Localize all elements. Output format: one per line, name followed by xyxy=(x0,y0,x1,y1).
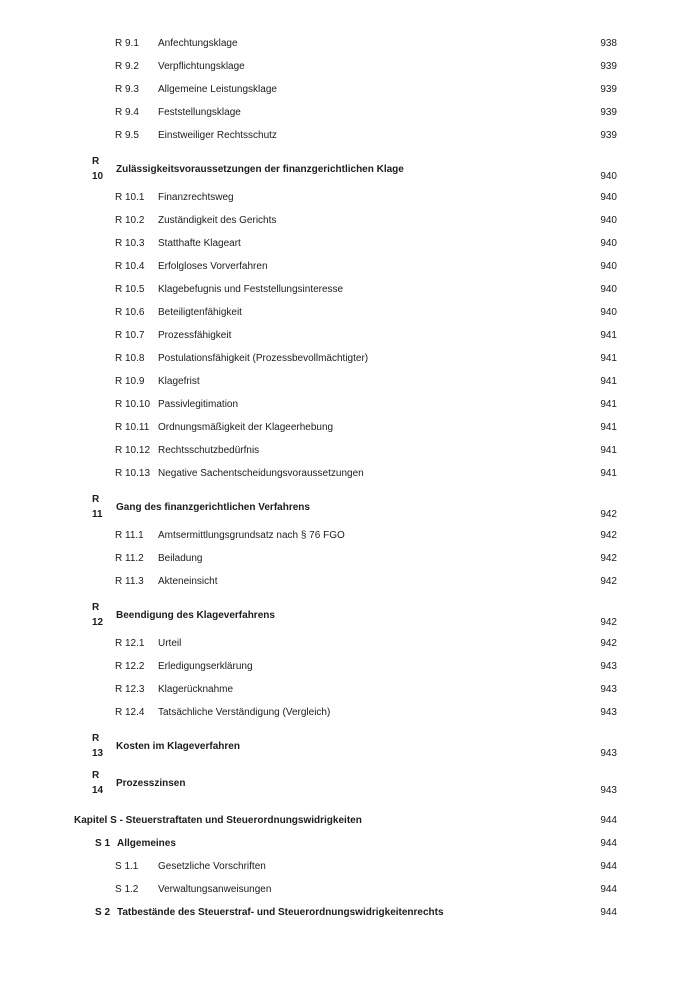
toc-entry-title: Rechtsschutzbedürfnis xyxy=(158,445,260,456)
toc-entry-number: R 10.12 xyxy=(115,445,151,456)
toc-entry-number: R 10.3 xyxy=(115,238,145,249)
toc-entry-title: Erfolgloses Vorverfahren xyxy=(158,261,268,272)
toc-row xyxy=(0,306,700,329)
toc-entry-page: 940 xyxy=(600,261,617,272)
toc-entry-number: S 1.2 xyxy=(115,884,139,895)
toc-entry-number-line2: 11 xyxy=(92,509,103,520)
toc-row xyxy=(0,329,700,352)
toc-row xyxy=(0,552,700,575)
toc-entry-title: Gang des finanzgerichtlichen Verfahrens xyxy=(116,501,310,513)
toc-entry-number: R 12.4 xyxy=(115,707,145,718)
toc-row xyxy=(0,260,700,283)
toc-entry-number: R 9.5 xyxy=(115,130,139,141)
toc-entry-title: Gesetzliche Vorschriften xyxy=(158,861,266,872)
toc-entry-number-line1: R xyxy=(92,602,100,613)
toc-entry-number-line1: R xyxy=(92,494,100,505)
toc-chapter-row xyxy=(0,814,700,837)
toc-entry-title: Prozesszinsen xyxy=(116,777,186,789)
toc-entry-number-line1: R xyxy=(92,770,100,781)
toc-entry-page: 941 xyxy=(600,422,617,433)
toc-entry-title: Finanzrechtsweg xyxy=(158,192,234,203)
toc-row xyxy=(0,706,700,729)
toc-entry-page: 941 xyxy=(600,376,617,387)
toc-entry-page: 944 xyxy=(600,838,617,849)
toc-entry-number: S 1.1 xyxy=(115,861,139,872)
toc-heading-row xyxy=(0,768,700,798)
toc-entry-number: R 11.1 xyxy=(115,530,144,541)
toc-entry-title: Erledigungserklärung xyxy=(158,661,253,672)
toc-entry-page: 941 xyxy=(600,353,617,364)
toc-entry-title: Zulässigkeitsvoraussetzungen der finanzgerichtlichen Klage xyxy=(116,163,404,175)
toc-entry-number-line2: 13 xyxy=(92,748,104,759)
toc-section-row xyxy=(0,906,700,929)
toc-entry-page: 944 xyxy=(600,861,617,872)
toc-heading-row xyxy=(0,154,700,184)
toc-entry-title: Kapitel S - Steuerstraftaten und Steuerordnungswidrigkeiten xyxy=(74,815,362,826)
toc-section-row xyxy=(0,837,700,860)
toc-entry-number: R 10.13 xyxy=(115,468,151,479)
toc-entry-number: R 9.1 xyxy=(115,38,139,49)
toc-row xyxy=(0,398,700,421)
toc-row xyxy=(0,375,700,398)
toc-entry-number xyxy=(92,768,116,798)
leader-space xyxy=(404,154,600,184)
toc-entry-page: 942 xyxy=(600,553,617,564)
leader-space xyxy=(275,600,600,630)
toc-entry-page: 938 xyxy=(600,38,617,49)
toc-entry-page: 942 xyxy=(600,576,617,587)
toc-entry-title: Beendigung des Klageverfahrens xyxy=(116,609,275,621)
toc-row xyxy=(0,883,700,906)
toc-row xyxy=(0,660,700,683)
toc-entry-number: R 10.9 xyxy=(115,376,145,387)
toc-row xyxy=(0,129,700,152)
toc-entry-page: 942 xyxy=(600,530,617,541)
toc-entry-number: R 10.8 xyxy=(115,353,145,364)
toc-entry-title: Passivlegitimation xyxy=(158,399,239,410)
toc-heading-row xyxy=(0,600,700,630)
toc-entry-title: Postulationsfähigkeit (Prozessbevollmächtigter) xyxy=(158,353,369,364)
toc-entry-number: R 12.1 xyxy=(115,638,145,649)
toc-entry-title: Urteil xyxy=(158,638,182,649)
toc-entry-page: 941 xyxy=(600,330,617,341)
toc-entry-title: Negative Sachentscheidungsvoraussetzungen xyxy=(158,468,364,479)
toc-entry-number: R 11.3 xyxy=(115,576,144,587)
toc-row xyxy=(0,214,700,237)
toc-entry-number xyxy=(92,154,116,184)
toc-entry-number-line1: R xyxy=(92,156,100,167)
toc-entry-title: Akteneinsicht xyxy=(158,576,218,587)
leader-space xyxy=(185,768,600,798)
toc-entry-page: 939 xyxy=(600,61,617,72)
toc-entry-page: 940 xyxy=(600,171,617,182)
toc-entry-title: Tatbestände des Steuerstraf- und Steuerordnungswidrigkeitenrechts xyxy=(117,907,444,918)
toc-row xyxy=(0,37,700,60)
toc-entry-number: R 11.2 xyxy=(115,553,144,564)
toc-entry-page: 939 xyxy=(600,107,617,118)
toc-entry-title: Verpflichtungsklage xyxy=(158,61,245,72)
toc-row xyxy=(0,60,700,83)
toc-row xyxy=(0,444,700,467)
toc-entry-page: 941 xyxy=(600,399,617,410)
toc-heading-row xyxy=(0,731,700,761)
toc-row xyxy=(0,283,700,306)
toc-entry-page: 939 xyxy=(600,84,617,95)
toc-entry-number: R 10.5 xyxy=(115,284,145,295)
toc-entry-page: 941 xyxy=(600,468,617,479)
toc-entry-title: Klagebefugnis und Feststellungsinteresse xyxy=(158,284,344,295)
toc-entry-number: R 10.2 xyxy=(115,215,145,226)
toc-row xyxy=(0,529,700,552)
toc-row xyxy=(0,106,700,129)
toc-row xyxy=(0,575,700,598)
toc-entry-title: Allgemeine Leistungsklage xyxy=(158,84,277,95)
toc-entry-number: S 2 xyxy=(95,907,111,918)
toc-entry-page: 943 xyxy=(600,748,617,759)
toc-row xyxy=(0,637,700,660)
toc-row xyxy=(0,83,700,106)
toc-entry-number: R 10.1 xyxy=(115,192,145,203)
toc-entry-title: Ordnungsmäßigkeit der Klageerhebung xyxy=(158,422,334,433)
toc-row xyxy=(0,352,700,375)
toc-entry-number: R 10.6 xyxy=(115,307,145,318)
toc-entry-page: 943 xyxy=(600,707,617,718)
toc-entry-title: Klagerücknahme xyxy=(158,684,234,695)
toc-entry-title: Feststellungsklage xyxy=(158,107,241,118)
toc-entry-number-line1: R xyxy=(92,733,100,744)
toc-entry-page: 944 xyxy=(600,884,617,895)
toc-entry-title: Statthafte Klageart xyxy=(158,238,241,249)
toc-entry-title: Beteiligtenfähigkeit xyxy=(158,307,242,318)
toc-entry-number-line2: 10 xyxy=(92,171,104,182)
toc-entry-title: Zuständigkeit des Gerichts xyxy=(158,215,277,226)
toc-entry-number: R 10.4 xyxy=(115,261,145,272)
toc-row xyxy=(0,421,700,444)
toc-entry-page: 944 xyxy=(600,907,617,918)
toc-entry-title: Tatsächliche Verständigung (Vergleich) xyxy=(158,707,331,718)
toc-row xyxy=(0,237,700,260)
toc-entry-number: R 12.2 xyxy=(115,661,145,672)
toc-entry-number-line2: 14 xyxy=(92,785,104,796)
toc-entry-title: Einstweiliger Rechtsschutz xyxy=(158,130,277,141)
toc-entry-number: R 10.11 xyxy=(115,422,150,433)
toc-entry-page: 940 xyxy=(600,192,617,203)
leader-space xyxy=(310,492,600,522)
toc-entry-page: 942 xyxy=(600,617,617,628)
toc-entry-number: R 9.4 xyxy=(115,107,139,118)
toc-entry-title: Beiladung xyxy=(158,553,203,564)
toc-entry-number: R 10.10 xyxy=(115,399,151,410)
toc-entry-page: 943 xyxy=(600,684,617,695)
toc-entry-number xyxy=(92,492,116,522)
toc-entry-title: Klagefrist xyxy=(158,376,200,387)
toc-entry-page: 940 xyxy=(600,238,617,249)
toc-entry-page: 944 xyxy=(600,815,617,826)
toc-entry-page: 941 xyxy=(600,445,617,456)
toc-row xyxy=(0,683,700,706)
toc-entry-title: Kosten im Klageverfahren xyxy=(116,740,240,752)
toc-entry-page: 943 xyxy=(600,661,617,672)
toc-entry-number: R 9.3 xyxy=(115,84,139,95)
toc-entry-page: 942 xyxy=(600,638,617,649)
toc-entry-number xyxy=(92,731,116,761)
toc-entry-number-line2: 12 xyxy=(92,617,104,628)
toc-entry-title: Amtsermittlungsgrundsatz nach § 76 FGO xyxy=(158,530,345,541)
toc-row xyxy=(0,860,700,883)
toc-entry-number xyxy=(92,600,116,630)
toc-entry-page: 943 xyxy=(600,785,617,796)
toc-entry-page: 940 xyxy=(600,215,617,226)
leader-space xyxy=(240,731,600,761)
toc-entry-title: Verwaltungsanweisungen xyxy=(158,884,272,895)
toc-entry-page: 940 xyxy=(600,284,617,295)
toc-entry-number: R 9.2 xyxy=(115,61,139,72)
toc-heading-row xyxy=(0,492,700,522)
toc-entry-title: Allgemeines xyxy=(117,838,176,849)
toc-entry-number: R 12.3 xyxy=(115,684,145,695)
toc-entry-title: Prozessfähigkeit xyxy=(158,330,232,341)
toc-row xyxy=(0,191,700,214)
toc-entry-number: R 10.7 xyxy=(115,330,145,341)
toc-entry-page: 942 xyxy=(600,509,617,520)
toc-entry-title: Anfechtungsklage xyxy=(158,38,238,49)
toc-entry-number: S 1 xyxy=(95,838,111,849)
toc-entry-page: 940 xyxy=(600,307,617,318)
toc-entry-page: 939 xyxy=(600,130,617,141)
table-of-contents xyxy=(0,37,700,929)
toc-row xyxy=(0,467,700,490)
